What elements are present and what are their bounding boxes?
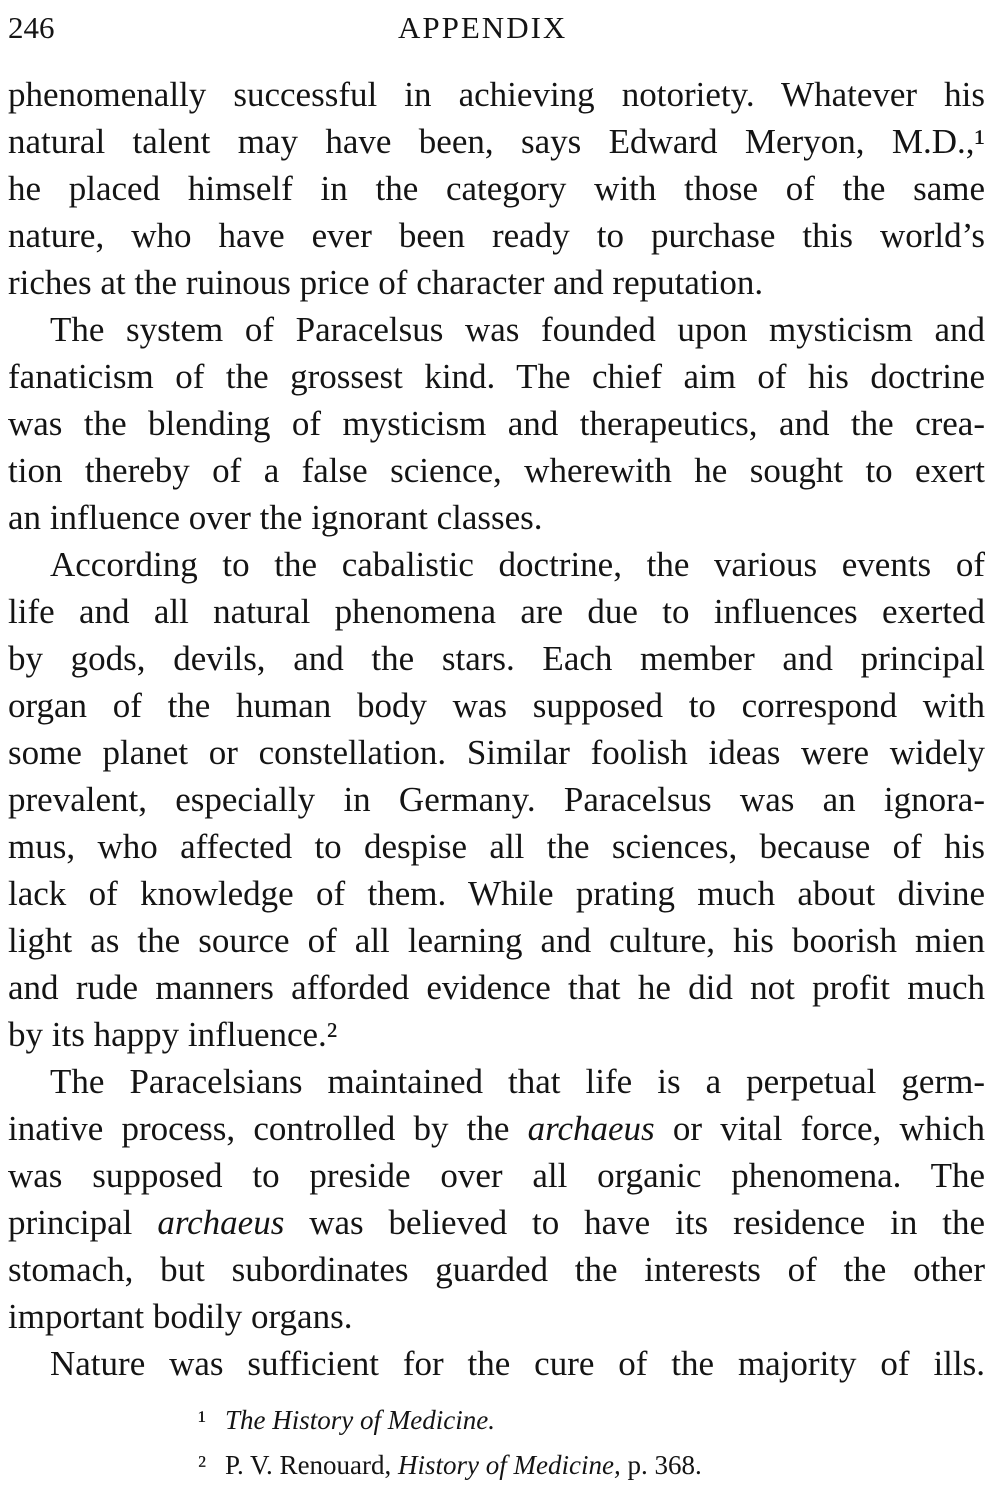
text-line: organ of the human body was supposed to correspond with [8,686,985,725]
paragraph [8,1340,985,1387]
text-line: fanaticism of the grossest kind. The chief aim of his doctrine [8,357,985,396]
running-header [0,6,1000,50]
paragraph [8,541,985,1058]
text-line [8,1105,985,1152]
footnote-citation-title: History of Medicine, [398,1450,621,1480]
text-line: stomach, but subordinates guarded the interests of the other [8,1250,985,1289]
text-line: The Paracelsians maintained that life is a perpetual germ- [50,1062,985,1101]
text-line: nature, who have ever been ready to purchase this world’s [8,216,985,255]
italic-term: archaeus [157,1203,285,1242]
running-title: APPENDIX [398,10,568,45]
text-line: tion thereby of a false science, wherewith he sought to exert [8,451,985,490]
text-line: was the blending of mysticism and therapeutics, and the crea- [8,404,985,443]
text-segment: or vital force, which [654,1109,985,1148]
footnote-marker: ² [198,1450,207,1480]
footnotes [198,1398,978,1488]
text-segment: inative process, controlled by the [8,1109,528,1148]
text-line: mus, who affected to despise all the sciences, because of his [8,827,985,866]
paragraph [8,71,985,306]
text-line: he placed himself in the category with those of the same [8,169,985,208]
text-line: riches at the ruinous price of character and reputation. [8,263,764,302]
body-text [8,71,985,1387]
text-line: Nature was sufficient for the cure of the majority of ills. [50,1344,985,1383]
italic-term: archaeus [527,1109,655,1148]
text-line: light as the source of all learning and culture, his boorish mien [8,921,985,960]
text-line: phenomenally successful in achieving notoriety. Whatever his [8,75,985,114]
text-line: an influence over the ignorant classes. [8,498,543,537]
text-line: life and all natural phenomena are due to influences exerted [8,592,985,631]
text-line: important bodily organs. [8,1297,353,1336]
paragraph [8,1058,985,1340]
text-line: prevalent, especially in Germany. Paracelsus was an ignora- [8,780,985,819]
footnote-citation-title: The History of Medicine. [225,1405,495,1435]
text-line: was supposed to preside over all organic phenomena. The [8,1156,985,1195]
footnote [198,1443,978,1488]
text-line: and rude manners afforded evidence that he did not profit much [8,968,985,1007]
text-segment: was believed to have its residence in the [284,1203,985,1242]
text-line: natural talent may have been, says Edward Meryon, M.D.,¹ [8,122,985,161]
text-line: by gods, devils, and the stars. Each member and principal [8,639,985,678]
footnote [198,1398,978,1443]
page-number: 246 [8,10,55,45]
footnote-marker: ¹ [198,1405,207,1435]
footnote-author: P. V. Renouard, [225,1450,399,1480]
text-line: some planet or constellation. Similar foolish ideas were widely [8,733,985,772]
text-line: lack of knowledge of them. While prating much about divine [8,874,985,913]
text-line: According to the cabalistic doctrine, the various events of [50,545,985,584]
text-line: by its happy influence.² [8,1015,338,1054]
text-line: The system of Paracelsus was founded upon mysticism and [50,310,985,349]
footnote-page-ref: p. 368. [620,1450,702,1480]
paragraph [8,306,985,541]
text-segment: principal [8,1203,158,1242]
text-line [8,1199,985,1246]
